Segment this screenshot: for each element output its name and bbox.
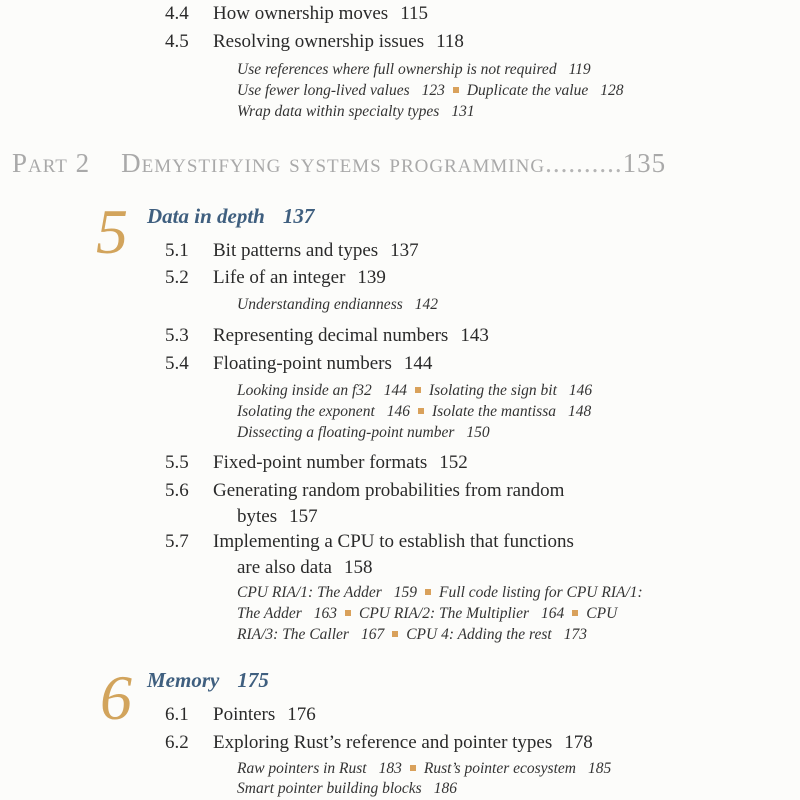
toc-section-5-3[interactable] <box>165 325 489 347</box>
toc-subsection-line <box>237 103 475 121</box>
section-page: 158 <box>343 557 373 578</box>
chapter-page: 175 <box>237 668 269 692</box>
subsection-title[interactable]: CPU RIA/2: The Multiplier <box>358 605 530 622</box>
subsection-page: 123 <box>421 82 445 99</box>
toc-subsection-line <box>237 780 457 798</box>
subsection-page: 159 <box>393 584 418 601</box>
part-title: Demystifying systems programming <box>121 148 546 178</box>
section-title: Generating random probabilities from random <box>213 480 565 501</box>
bullet-separator-icon <box>418 408 424 414</box>
subsection-title[interactable]: Use references where full ownership is not required <box>237 61 557 78</box>
subsection-page: 142 <box>414 296 439 313</box>
chapter-title-text: Data in depth <box>147 204 265 228</box>
part-label: Part 2 <box>12 148 91 178</box>
section-number: 5.2 <box>165 267 189 288</box>
toc-subsection-line <box>237 61 591 79</box>
subsection-title[interactable]: CPU <box>586 605 618 622</box>
section-title: Fixed-point number formats <box>213 452 428 473</box>
section-page: 178 <box>564 732 593 753</box>
subsection-page: 128 <box>600 82 624 99</box>
section-number: 4.4 <box>165 3 189 24</box>
subsection-title[interactable]: RIA/3: The Caller <box>237 626 349 643</box>
section-number: 4.5 <box>165 31 189 52</box>
subsection-title[interactable]: Isolating the sign bit <box>429 382 557 399</box>
subsection-title[interactable]: Wrap data within specialty types <box>237 103 440 120</box>
bullet-separator-icon <box>392 631 398 637</box>
part-heading[interactable] <box>12 148 777 179</box>
subsection-title[interactable]: Understanding endianness <box>237 296 403 313</box>
subsection-page: 131 <box>451 103 475 120</box>
toc-section-6-1[interactable] <box>165 704 316 726</box>
chapter-number-6: 6 <box>100 662 132 733</box>
subsection-title[interactable]: Smart pointer building blocks <box>237 780 422 797</box>
toc-subsection-line <box>237 605 617 623</box>
bullet-separator-icon <box>425 589 431 595</box>
part-page: 135 <box>622 148 667 178</box>
subsection-page: 144 <box>383 382 408 399</box>
section-title: Exploring Rust’s reference and pointer types <box>213 732 553 753</box>
subsection-title[interactable]: CPU 4: Adding the rest <box>406 626 552 643</box>
section-page: 115 <box>400 3 428 24</box>
toc-section-5-2[interactable] <box>165 267 386 289</box>
section-page: 152 <box>439 452 468 473</box>
subsection-page: 119 <box>568 61 591 78</box>
toc-subsection-line <box>237 82 623 100</box>
toc-subsection-line <box>237 626 587 644</box>
subsection-page: 150 <box>466 424 490 441</box>
subsection-title[interactable]: Use fewer long-lived values <box>237 82 410 99</box>
bullet-separator-icon <box>410 765 416 771</box>
subsection-title[interactable]: Rust’s pointer ecosystem <box>423 760 576 777</box>
toc-section-5-5[interactable] <box>165 452 468 474</box>
section-number: 6.1 <box>165 704 189 725</box>
chapter-number-5: 5 <box>96 196 128 267</box>
toc-section-5-6[interactable] <box>165 480 564 502</box>
subsection-title[interactable]: CPU RIA/1: The Adder <box>237 584 382 601</box>
section-number: 5.6 <box>165 480 189 501</box>
toc-section-5-6-continued[interactable] <box>237 506 318 528</box>
section-number: 5.5 <box>165 452 189 473</box>
chapter-title-6[interactable] <box>147 668 269 693</box>
subsection-page: 164 <box>541 605 565 622</box>
section-title: Representing decimal numbers <box>213 325 449 346</box>
toc-subsection-line <box>237 584 643 602</box>
subsection-title[interactable]: The Adder <box>237 605 302 622</box>
subsection-page: 167 <box>360 626 385 643</box>
section-title: Bit patterns and types <box>213 240 379 261</box>
section-title: Pointers <box>213 704 276 725</box>
toc-subsection-line <box>237 424 490 442</box>
section-page: 176 <box>287 704 316 725</box>
section-page: 157 <box>289 506 318 527</box>
section-number: 5.4 <box>165 353 189 374</box>
section-title: Resolving ownership issues <box>213 31 425 52</box>
section-title-continued: are also data <box>237 557 332 578</box>
section-title: Floating-point numbers <box>213 353 392 374</box>
section-number: 5.7 <box>165 531 189 552</box>
bullet-separator-icon <box>572 610 578 616</box>
toc-subsection-line <box>237 760 611 778</box>
toc-section-5-1[interactable] <box>165 240 419 262</box>
subsection-title[interactable]: Duplicate the value <box>466 82 589 99</box>
subsection-page: 185 <box>587 760 612 777</box>
section-title: How ownership moves <box>213 3 389 24</box>
toc-section-6-2[interactable] <box>165 732 593 754</box>
section-page: 137 <box>390 240 419 261</box>
subsection-page: 173 <box>563 626 587 643</box>
toc-section-5-7-continued[interactable] <box>237 557 372 579</box>
toc-section-5-7[interactable] <box>165 531 574 553</box>
subsection-page: 163 <box>313 605 337 622</box>
subsection-title[interactable]: Looking inside an f32 <box>237 382 372 399</box>
subsection-title[interactable]: Dissecting a floating-point number <box>237 424 455 441</box>
bullet-separator-icon <box>453 87 459 93</box>
subsection-page: 186 <box>433 780 457 797</box>
toc-section-5-4[interactable] <box>165 353 432 375</box>
subsection-page: 146 <box>568 382 593 399</box>
section-page: 144 <box>403 353 433 374</box>
section-title-continued: bytes <box>237 506 278 527</box>
subsection-title[interactable]: Raw pointers in Rust <box>237 760 367 777</box>
section-number: 5.3 <box>165 325 189 346</box>
section-number: 6.2 <box>165 732 189 753</box>
section-page: 118 <box>436 31 464 52</box>
section-page: 143 <box>460 325 489 346</box>
toc-subsection-line <box>237 382 592 400</box>
part-leader-dots: .......... <box>545 148 623 178</box>
chapter-page: 137 <box>282 204 315 228</box>
subsection-page: 183 <box>378 760 402 777</box>
section-title: Implementing a CPU to establish that functions <box>213 531 574 552</box>
chapter-title-5[interactable] <box>147 204 314 229</box>
toc-subsection-line <box>237 403 591 421</box>
subsection-page: 146 <box>386 403 410 420</box>
subsection-page: 148 <box>568 403 592 420</box>
section-page: 139 <box>357 267 386 288</box>
subsection-title[interactable]: Isolating the exponent <box>237 403 375 420</box>
toc-subsection-line <box>237 296 438 314</box>
section-title: Life of an integer <box>213 267 346 288</box>
chapter-title-text: Memory <box>147 668 220 692</box>
toc-section-4-4[interactable] <box>165 3 428 25</box>
subsection-title[interactable]: Full code listing for CPU RIA/1: <box>439 584 643 601</box>
section-number: 5.1 <box>165 240 189 261</box>
bullet-separator-icon <box>415 387 421 393</box>
toc-section-4-5[interactable] <box>165 31 464 53</box>
bullet-separator-icon <box>345 610 351 616</box>
subsection-title[interactable]: Isolate the mantissa <box>432 403 556 420</box>
